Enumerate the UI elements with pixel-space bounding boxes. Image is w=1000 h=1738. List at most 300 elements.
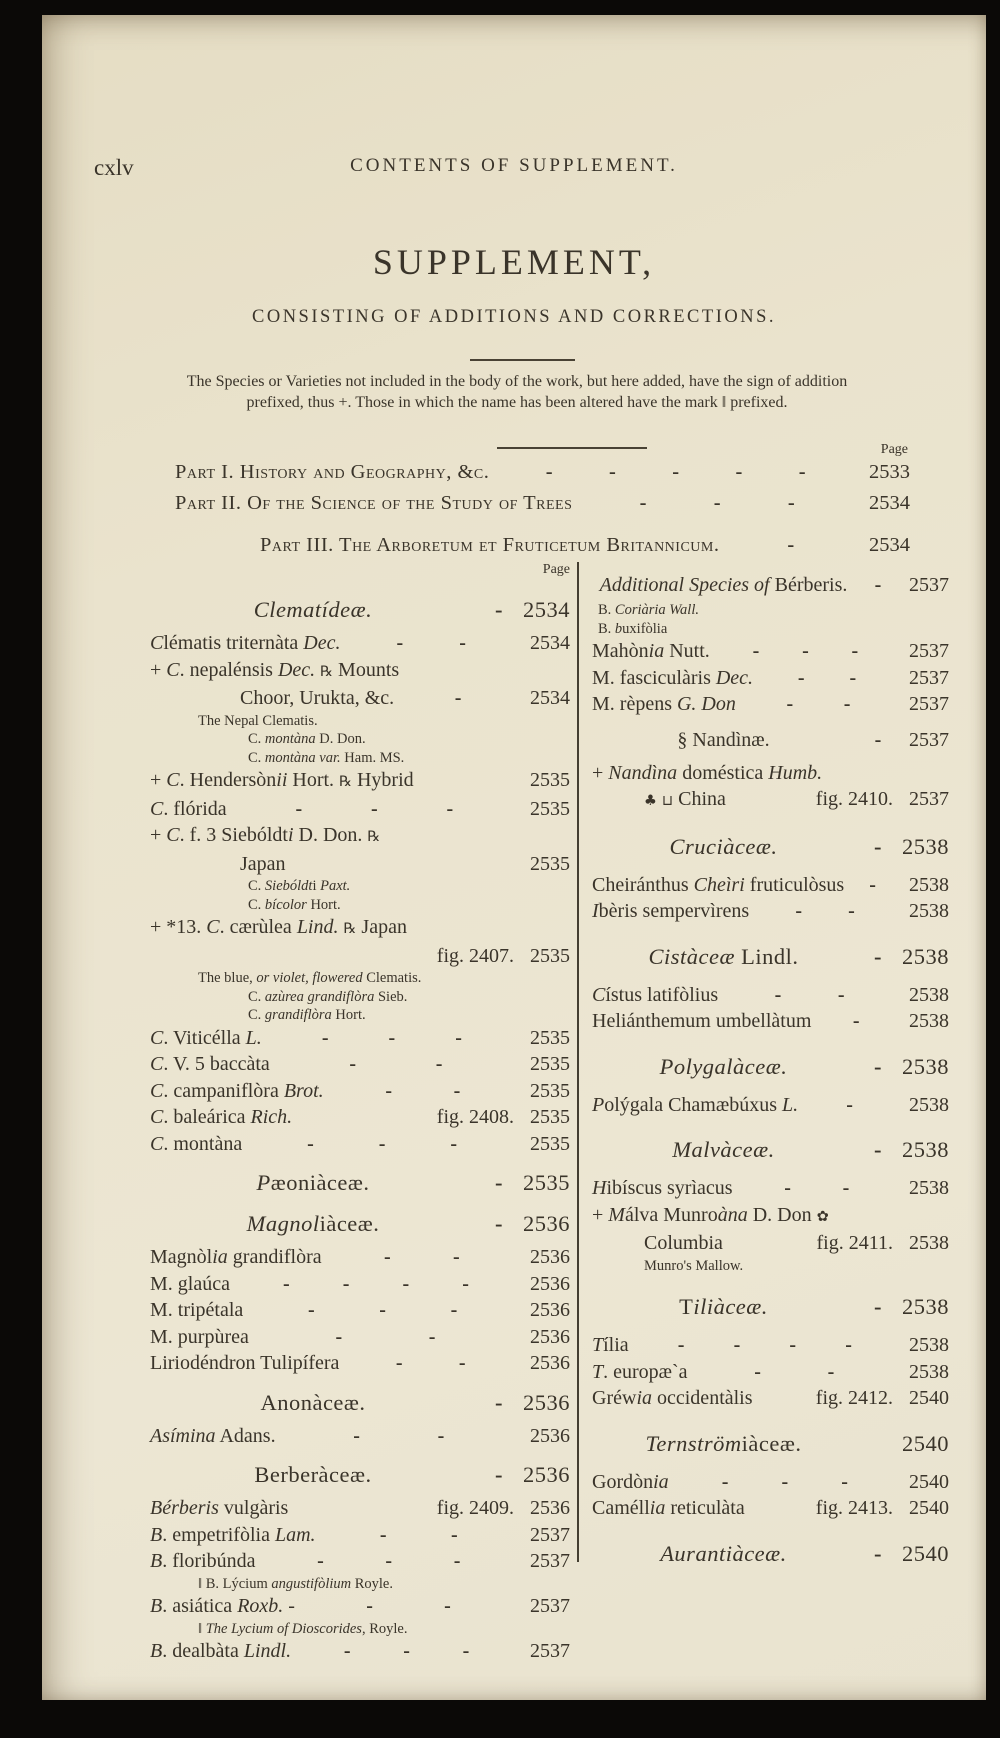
leader-dash: - bbox=[672, 461, 680, 483]
leader-dash: - bbox=[495, 597, 503, 622]
dash-leader bbox=[688, 1359, 901, 1386]
entry-text: + Nandìna doméstica Humb. bbox=[592, 761, 823, 784]
toc-entry-row bbox=[592, 1332, 949, 1359]
page-number: 2537 bbox=[530, 1595, 570, 1617]
dash-leader bbox=[230, 1271, 522, 1298]
parts-rows bbox=[175, 457, 910, 561]
entry-text: C. montàna D. Don. bbox=[248, 731, 366, 747]
page-number: 2537 bbox=[530, 1640, 570, 1662]
page-number: 2540 bbox=[901, 1430, 949, 1456]
leader-dash: - bbox=[851, 640, 859, 662]
toc-entry-row bbox=[150, 969, 570, 988]
entry-text: Heliánthemum umbellàtum bbox=[592, 1010, 812, 1032]
entry-text: M. purpùrea bbox=[150, 1325, 249, 1348]
dash-leader bbox=[276, 1423, 522, 1450]
running-title: CONTENTS OF SUPPLEMENT. bbox=[350, 155, 678, 176]
page-number: 2534 bbox=[523, 597, 570, 622]
toc-entry-row bbox=[150, 1620, 570, 1639]
dash-leader bbox=[476, 1460, 522, 1490]
dash-leader bbox=[394, 685, 522, 712]
toc-heading-row bbox=[592, 1052, 949, 1082]
toc-entry-row bbox=[150, 749, 570, 768]
toc-entry-row bbox=[150, 1638, 570, 1665]
entry-text: Asímina Adans. bbox=[150, 1424, 276, 1447]
dash-leader bbox=[718, 982, 901, 1009]
page-number: 2535 bbox=[530, 1132, 570, 1155]
page-number: 2536 bbox=[530, 1352, 570, 1374]
entry-text: Tília bbox=[592, 1334, 629, 1356]
leader-dash: - bbox=[450, 1132, 458, 1155]
entry-text: B. buxifòlia bbox=[598, 620, 668, 637]
leader-dash: - bbox=[453, 1079, 461, 1102]
figure-reference: fig. 2412. bbox=[815, 1387, 893, 1409]
entry-text: ♣ ⊔ China bbox=[644, 788, 726, 810]
leader-dash: - bbox=[335, 1325, 343, 1348]
dash-leader bbox=[262, 1025, 522, 1052]
entry-text: Gordònia bbox=[592, 1470, 669, 1493]
dash-leader bbox=[341, 630, 523, 657]
leader-dash: - bbox=[353, 1424, 360, 1447]
page-number: 2538 bbox=[909, 1093, 949, 1116]
toc-heading-row bbox=[592, 1539, 949, 1569]
entry-text: + C. nepalénsis Dec. ℞ Mounts bbox=[150, 658, 400, 681]
entry-text: Additional Species of Bérberis. bbox=[599, 574, 848, 596]
entry-text: + C. f. 3 Siebóldti D. Don. ℞ bbox=[150, 824, 381, 846]
figure-reference: fig. 2408. bbox=[436, 1106, 514, 1128]
dash-leader bbox=[753, 665, 901, 692]
plant-habit-icon: ♣ bbox=[644, 793, 657, 809]
leader-dash: - bbox=[307, 1132, 314, 1155]
leader-dash: - bbox=[802, 640, 809, 662]
leader-dash: - bbox=[379, 1523, 387, 1546]
page-number: 2538 bbox=[909, 983, 949, 1006]
leader-dash: - bbox=[733, 1334, 741, 1356]
entry-text: + C. Hendersònii Hort. ℞ Hybrid bbox=[150, 769, 414, 791]
leader-dash: - bbox=[459, 632, 466, 654]
page-number: 2537 bbox=[909, 640, 949, 662]
leader-dash: - bbox=[845, 1334, 852, 1356]
leader-dash: - bbox=[383, 1246, 391, 1268]
toc-entry-row bbox=[150, 730, 570, 749]
entry-text: B. asiática Roxb. - bbox=[150, 1595, 295, 1617]
supplement-subtitle: CONSISTING OF ADDITIONS AND CORRECTIONS. bbox=[252, 307, 776, 327]
toc-entry-row bbox=[592, 1230, 949, 1257]
toc-entry-row bbox=[150, 630, 570, 657]
leader-dash: - bbox=[495, 1462, 503, 1487]
entry-text: The blue, or violet, flowered Clematis. bbox=[198, 970, 422, 986]
entry-text: Anonàceæ. bbox=[260, 1389, 366, 1415]
page-number: 2536 bbox=[530, 1299, 570, 1321]
page-number: 2536 bbox=[523, 1211, 570, 1236]
entry-text: C. campaniflòra Brot. bbox=[150, 1079, 324, 1102]
leader-dash: - bbox=[378, 1132, 386, 1155]
dash-leader bbox=[476, 1209, 522, 1239]
entry-text: § Nandìnæ. bbox=[677, 728, 770, 751]
toc-entry-row bbox=[150, 851, 570, 878]
page-number: 2538 bbox=[909, 1177, 949, 1199]
toc-entry-row bbox=[150, 822, 570, 851]
leader-dash: - bbox=[453, 1550, 461, 1572]
leader-dash: - bbox=[396, 632, 404, 654]
page-number: 2537 bbox=[909, 728, 949, 751]
figure-reference: fig. 2409. bbox=[436, 1497, 514, 1519]
toc-entry-row bbox=[592, 872, 949, 899]
dash-leader bbox=[855, 572, 901, 598]
entry-text: Cheiránthus Cheìri fruticulòsus bbox=[592, 873, 845, 896]
toc-entry-row bbox=[592, 1495, 949, 1522]
leader-dash: - bbox=[379, 1299, 386, 1321]
leader-dash: - bbox=[639, 492, 647, 514]
page-number: 2533 bbox=[869, 461, 910, 483]
toc-entry-row bbox=[150, 1350, 570, 1377]
toc-entry-row bbox=[592, 1385, 949, 1412]
toc-heading-row bbox=[592, 942, 949, 972]
dash-leader bbox=[476, 1388, 522, 1418]
toc-entry-row bbox=[150, 1104, 570, 1131]
leader-dash: - bbox=[428, 1325, 436, 1348]
entry-text: Ternströmiàceæ. bbox=[645, 1430, 802, 1456]
leader-dash: - bbox=[795, 900, 803, 922]
toc-entry-row bbox=[150, 1025, 570, 1052]
toc-heading-row bbox=[592, 1429, 949, 1459]
leader-dash: - bbox=[458, 1352, 466, 1374]
page-number: 2538 bbox=[902, 1053, 949, 1079]
entry-text: C. Siebóldti Paxt. bbox=[248, 878, 351, 894]
leader-dash: - bbox=[317, 1550, 324, 1572]
entry-text: M. tripétala bbox=[150, 1299, 244, 1321]
figure-reference: fig. 2413. bbox=[815, 1497, 893, 1519]
toc-entry-row bbox=[150, 877, 570, 896]
entry-text: + *13. C. cærùlea Lind. ℞ Japan bbox=[150, 916, 407, 938]
leader-dash: - bbox=[874, 1137, 882, 1162]
toc-entry-row bbox=[592, 898, 949, 925]
leader-dash: - bbox=[403, 1640, 410, 1662]
leader-dash: - bbox=[781, 1470, 789, 1493]
dash-leader bbox=[339, 1350, 522, 1377]
page-number: 2538 bbox=[902, 943, 949, 969]
toc-heading-row bbox=[150, 1209, 570, 1239]
entry-text: + Málva Munroàna D. Don ✿ bbox=[592, 1203, 829, 1226]
dash-leader bbox=[249, 1324, 522, 1351]
entry-text: C. flórida bbox=[150, 797, 227, 820]
leader-dash: - bbox=[307, 1299, 315, 1321]
toc-heading-row bbox=[175, 530, 910, 561]
dash-leader bbox=[749, 898, 901, 925]
toc-left-column bbox=[150, 560, 570, 1665]
entry-text: Caméllia reticulàta bbox=[592, 1497, 745, 1519]
leader-dash: - bbox=[843, 693, 851, 715]
leader-dash: - bbox=[385, 1550, 393, 1572]
leader-dash: - bbox=[450, 1299, 458, 1321]
toc-entry-row bbox=[150, 1495, 570, 1522]
entry-text: Bérberis vulgàris bbox=[150, 1497, 289, 1519]
leader-dash: - bbox=[283, 1272, 290, 1295]
toc-entry-row bbox=[150, 1593, 570, 1620]
toc-entry-row bbox=[150, 796, 570, 823]
page-number: 2540 bbox=[909, 1497, 949, 1519]
parts-list bbox=[175, 442, 910, 561]
page-number: 2537 bbox=[909, 666, 949, 689]
page-column-label: Page bbox=[880, 442, 908, 457]
plant-habit-icon: ⊔ bbox=[661, 793, 674, 809]
entry-text: C. Viticélla L. bbox=[150, 1026, 262, 1049]
leader-dash: - bbox=[735, 461, 743, 483]
leader-dash: - bbox=[874, 728, 882, 751]
page-number: 2534 bbox=[869, 492, 910, 514]
entry-text: Munro's Mallow. bbox=[644, 1257, 744, 1274]
leader-dash: - bbox=[798, 461, 806, 483]
dash-leader bbox=[855, 727, 901, 753]
entry-text: Hibíscus syrìacus bbox=[592, 1177, 733, 1199]
dash-leader bbox=[316, 1522, 522, 1549]
leader-dash: - bbox=[494, 1170, 503, 1195]
entry-text: B. dealbàta Lindl. bbox=[150, 1640, 292, 1662]
dash-leader bbox=[844, 872, 901, 899]
toc-entry-row bbox=[150, 943, 570, 970]
figure-reference: fig. 2411. bbox=[816, 1232, 893, 1254]
toc-heading-row bbox=[592, 1292, 949, 1322]
entry-text: ‖ B. Lýcium angustifòlium Royle. bbox=[198, 1575, 393, 1592]
dash-leader bbox=[295, 1593, 522, 1620]
entry-text: M. rèpens G. Don bbox=[592, 693, 736, 715]
entry-text: C. bícolor Hort. bbox=[248, 896, 341, 913]
dash-leader bbox=[669, 1469, 901, 1496]
entry-text: Magnoliàceæ. bbox=[246, 1211, 380, 1236]
leader-dash: - bbox=[295, 797, 303, 820]
note-line-1: The Species or Varieties not included in the body of the work, but here added, have the sign of addition bbox=[186, 373, 848, 390]
dash-leader bbox=[733, 1175, 901, 1202]
entry-text: Liriodéndron Tulipífera bbox=[150, 1352, 340, 1374]
toc-entry-row bbox=[592, 601, 949, 620]
leader-dash: - bbox=[797, 666, 805, 689]
entry-text: Japan bbox=[240, 852, 286, 875]
entry-text: M. fasciculàris Dec. bbox=[592, 666, 754, 689]
page-number: 2538 bbox=[909, 1232, 949, 1254]
entry-text: ‖ The Lycium of Dioscorides, Royle. bbox=[198, 1620, 408, 1637]
dash-leader bbox=[256, 1548, 522, 1575]
page-number: 2538 bbox=[909, 900, 949, 922]
entry-text: Part II. Of the Science of the Study of Trees bbox=[175, 492, 573, 514]
leader-dash: - bbox=[786, 693, 794, 715]
toc-entry-row bbox=[150, 685, 570, 712]
toc-entry-row bbox=[592, 786, 949, 815]
page-number: 2535 bbox=[530, 1106, 570, 1128]
leader-dash: - bbox=[388, 1026, 396, 1049]
entry-text: Polygalàceæ. bbox=[659, 1053, 788, 1079]
entry-text: Malvàceæ. bbox=[672, 1137, 775, 1162]
page-folio: cxlv bbox=[94, 155, 134, 180]
page-number: 2535 bbox=[530, 1026, 570, 1049]
entry-text: Cruciàceæ. bbox=[669, 833, 778, 859]
toc-entry-row bbox=[150, 1051, 570, 1078]
page-number: 2538 bbox=[902, 1137, 949, 1162]
leader-dash: - bbox=[452, 1246, 460, 1268]
page-number: 2540 bbox=[901, 1540, 949, 1566]
page-number: 2535 bbox=[530, 769, 570, 791]
toc-entry-row bbox=[592, 1175, 949, 1202]
toc-heading-row bbox=[150, 1168, 570, 1198]
leader-dash: - bbox=[873, 1294, 882, 1319]
page-column-label: Page bbox=[542, 562, 570, 577]
leader-dash: - bbox=[454, 687, 462, 709]
plant-habit-icon: ℞ bbox=[320, 663, 334, 680]
leader-dash: - bbox=[849, 666, 857, 689]
leader-dash: - bbox=[841, 1470, 848, 1493]
leader-dash: - bbox=[435, 1053, 443, 1075]
entry-text: Columbia bbox=[644, 1232, 723, 1254]
leader-dash: - bbox=[446, 797, 454, 820]
leader-dash: - bbox=[343, 1640, 351, 1662]
toc-heading-row bbox=[592, 1135, 949, 1165]
leader-dash: - bbox=[349, 1053, 357, 1075]
plant-habit-icon: ✿ bbox=[816, 1208, 829, 1225]
leader-dash: - bbox=[754, 1360, 761, 1383]
entry-text: Polýgala Chamæbúxus L. bbox=[592, 1093, 799, 1116]
dash-leader bbox=[227, 796, 522, 823]
dash-leader bbox=[855, 1135, 901, 1165]
page-number: 2536 bbox=[523, 1462, 570, 1487]
toc-entry-row bbox=[150, 1324, 570, 1351]
toc-entry-row bbox=[150, 657, 570, 686]
dash-leader bbox=[855, 942, 901, 972]
dash-leader bbox=[476, 595, 522, 625]
leader-dash: - bbox=[450, 1523, 458, 1546]
page-number: 2535 bbox=[530, 852, 570, 875]
leader-dash: - bbox=[366, 1595, 373, 1617]
entry-text: Magnòlia grandiflòra bbox=[150, 1246, 322, 1268]
dash-leader bbox=[270, 1051, 522, 1078]
dash-leader bbox=[855, 832, 901, 862]
toc-entry-row bbox=[592, 1257, 949, 1276]
toc-entry-row bbox=[592, 691, 949, 718]
leader-dash: - bbox=[874, 1053, 882, 1079]
page-number: 2536 bbox=[530, 1272, 570, 1295]
entry-text: Aurantiàceæ. bbox=[660, 1540, 787, 1566]
dash-leader bbox=[243, 1297, 522, 1324]
toc-entry-row bbox=[150, 1078, 570, 1105]
plant-habit-icon: ℞ bbox=[367, 829, 381, 845]
book-page bbox=[42, 15, 986, 1700]
leader-dash: - bbox=[395, 1352, 403, 1374]
toc-entry-row bbox=[592, 982, 949, 1009]
page-number: 2536 bbox=[530, 1497, 570, 1519]
leader-dash: - bbox=[842, 1177, 850, 1199]
toc-entry-row bbox=[150, 914, 570, 943]
toc-entry-row bbox=[150, 1548, 570, 1575]
toc-entry-row bbox=[592, 665, 949, 692]
toc-entry-row bbox=[150, 988, 570, 1007]
page-number: 2535 bbox=[522, 1170, 570, 1195]
toc-entry-row bbox=[592, 760, 949, 787]
leader-dash: - bbox=[846, 1093, 853, 1116]
page-number: 2536 bbox=[523, 1389, 570, 1415]
leader-dash: - bbox=[848, 900, 855, 922]
toc-entry-row bbox=[592, 1202, 949, 1231]
leader-dash: - bbox=[869, 873, 876, 896]
page-number: 2537 bbox=[909, 574, 949, 596]
dash-leader bbox=[572, 488, 862, 519]
toc-entry-row bbox=[150, 767, 570, 796]
page-number: 2536 bbox=[530, 1424, 570, 1447]
leader-dash: - bbox=[437, 1424, 445, 1447]
page-number: 2537 bbox=[909, 788, 949, 810]
entry-text: C. montàna bbox=[150, 1132, 243, 1155]
dash-leader bbox=[855, 1052, 901, 1082]
dash-leader bbox=[855, 1539, 901, 1569]
leader-dash: - bbox=[321, 1026, 329, 1049]
dash-leader bbox=[324, 1078, 522, 1105]
entry-text: Berberàceæ. bbox=[254, 1462, 372, 1487]
page-number: 2538 bbox=[901, 833, 949, 859]
leader-dash: - bbox=[787, 492, 795, 514]
entry-text: Gréwia occidentàlis bbox=[592, 1387, 753, 1409]
entry-text: Cístus latifòlius bbox=[592, 983, 719, 1006]
entry-text: B. floribúnda bbox=[150, 1550, 256, 1572]
page-number: 2538 bbox=[909, 1010, 949, 1032]
toc-heading-row bbox=[150, 595, 570, 625]
page-number: 2540 bbox=[909, 1470, 949, 1493]
entry-text: Clématis triternàta Dec. bbox=[150, 632, 341, 654]
leader-dash: - bbox=[787, 534, 795, 556]
leader-dash: - bbox=[402, 1272, 410, 1295]
toc-entry-row bbox=[150, 1423, 570, 1450]
leader-dash: - bbox=[495, 1389, 503, 1415]
leader-dash: - bbox=[609, 461, 616, 483]
leader-dash: - bbox=[827, 1360, 835, 1383]
toc-heading-row bbox=[175, 457, 910, 488]
toc-heading-row bbox=[592, 572, 949, 598]
leader-dash: - bbox=[752, 640, 760, 662]
toc-entry-row bbox=[592, 1469, 949, 1496]
toc-heading-row bbox=[592, 727, 949, 753]
entry-text: C. baleárica Rich. bbox=[150, 1106, 293, 1128]
leader-dash: - bbox=[495, 1211, 503, 1236]
page-number: 2535 bbox=[530, 1053, 570, 1075]
dash-leader bbox=[629, 1332, 901, 1359]
toc-heading-row bbox=[150, 1388, 570, 1418]
toc-entry-row bbox=[150, 1575, 570, 1594]
page-number: 2536 bbox=[530, 1246, 570, 1268]
entry-text: The Nepal Clematis. bbox=[198, 712, 318, 729]
leader-dash: - bbox=[789, 1334, 797, 1356]
entry-text: Ibèris sempervìrens bbox=[592, 900, 750, 922]
toc-heading-row bbox=[175, 488, 910, 519]
page-number: 2537 bbox=[909, 693, 949, 715]
toc-entry-row bbox=[592, 620, 949, 639]
leader-dash: - bbox=[873, 1540, 882, 1566]
leader-dash: - bbox=[545, 461, 553, 483]
entry-text: Choor, Urukta, &c. bbox=[240, 687, 395, 709]
leader-dash: - bbox=[713, 492, 721, 514]
entry-text: C. V. 5 baccàta bbox=[150, 1053, 270, 1075]
entry-text: Clematídeæ. bbox=[253, 597, 373, 622]
leader-dash: - bbox=[837, 983, 845, 1006]
toc-entry-row bbox=[150, 712, 570, 731]
leader-dash: - bbox=[721, 1470, 729, 1493]
entry-text: B. Coriària Wall. bbox=[598, 602, 699, 618]
toc-entry-row bbox=[150, 1006, 570, 1025]
entry-text: Part I. History and Geography, &c. bbox=[175, 461, 490, 483]
dash-leader bbox=[798, 1092, 901, 1119]
toc-entry-row bbox=[150, 1244, 570, 1271]
entry-text: C. montàna var. Ham. MS. bbox=[248, 749, 405, 766]
dash-leader bbox=[811, 1008, 901, 1035]
leader-dash: - bbox=[852, 1010, 860, 1032]
supplement-title: SUPPLEMENT, bbox=[372, 242, 656, 282]
page-number: 2534 bbox=[530, 632, 570, 654]
toc-heading-row bbox=[592, 832, 949, 862]
toc-right-column bbox=[592, 560, 949, 1579]
